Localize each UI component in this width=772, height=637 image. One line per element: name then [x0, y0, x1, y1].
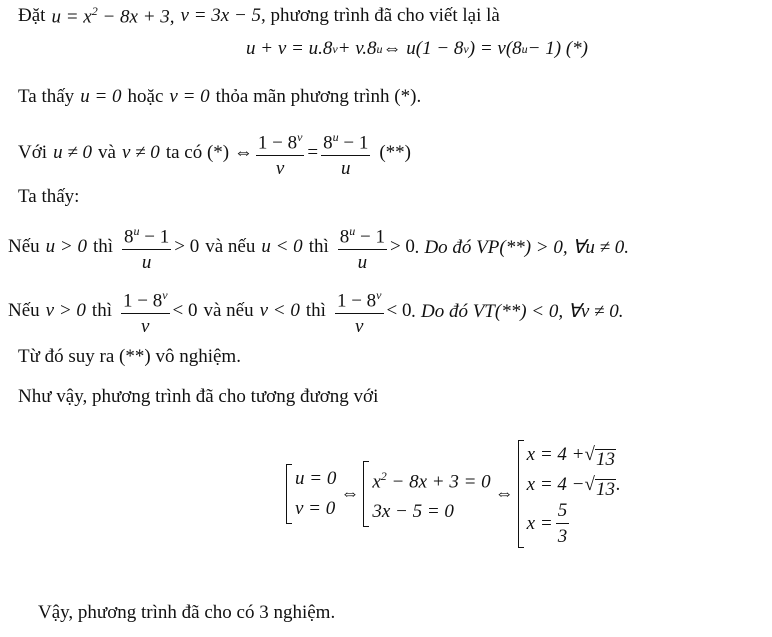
system-equivalence: u = 0 v = 0 ⇔ $x^2 - 8x + 3 = 0$ 3x − 5 = 0 ⇔ x = 4 + √ 13 x = 4 − √ 13 . x = $\frac{5}{3}$ [282, 440, 625, 548]
fraction: $\frac{8^u - 1}{u}$ [338, 220, 387, 274]
line-9: Như vậy, phương trình đã cho tương đương với [18, 386, 379, 407]
line-1 [18, 4, 500, 28]
system-solutions: x = 4 + √ 13 x = 4 − √ 13 . x = $\frac{5}{3}$ [518, 440, 621, 548]
sqrt-icon: √ 13 [584, 444, 615, 470]
fraction: $\frac{8^u - 1}{u}$ [321, 126, 370, 180]
math-v-def: v = 3x − 5 [180, 5, 262, 27]
system-uv: u = 0 v = 0 [286, 464, 336, 524]
text: , phương trình đã cho viết lại là [261, 5, 500, 27]
system-x: $x^2 - 8x + 3 = 0$ 3x − 5 = 0 [363, 461, 490, 527]
fraction: $\frac{5}{3}$ [557, 500, 568, 547]
fraction: $\frac{1 - 8^v}{v}$ [121, 284, 170, 338]
line-7: Nếu v > 0 thì $\frac{1 - 8^v}{v}$ < 0 và nếu v < 0 thì $\frac{1 - 8^v}{v}$ < 0 . Do đó VT(**) < 0, ∀v ≠ 0. [8, 284, 623, 338]
line-4: Với u ≠ 0 và v ≠ 0 ta có (*) ⇔ $\frac{1 - 8^v}{v}$ = $\frac{8^u - 1}{u}$ (**) [18, 126, 411, 180]
sqrt-icon: √ 13 [584, 474, 615, 500]
fraction: $\frac{8^u - 1}{u}$ [122, 220, 171, 274]
line-2-equation: u + v = u.8 v + v.8 u ⇔ u(1 − 8 v ) = v(8 u − 1) (*) [246, 38, 588, 59]
fraction: $\frac{1 - 8^v}{v}$ [335, 284, 384, 338]
line-6: Nếu u > 0 thì $\frac{8^u - 1}{u}$ > 0 và nếu u < 0 thì $\frac{8^u - 1}{u}$ > 0 . Do đó VP(**) > 0, ∀u ≠ 0. [8, 220, 629, 274]
line-10-conclusion: Vậy, phương trình đã cho có 3 nghiệm. [38, 602, 336, 623]
text: Đặt [18, 5, 46, 27]
math-u-def: $u = x^2 - 8x + 3$, [51, 4, 175, 28]
line-3: Ta thấy u = 0 hoặc v = 0 thỏa mãn phương trình (*). [18, 86, 422, 107]
line-8: Từ đó suy ra (**) vô nghiệm. [18, 346, 241, 367]
line-5: Ta thấy: [18, 186, 80, 207]
fraction: $\frac{1 - 8^v}{v}$ [256, 126, 305, 180]
